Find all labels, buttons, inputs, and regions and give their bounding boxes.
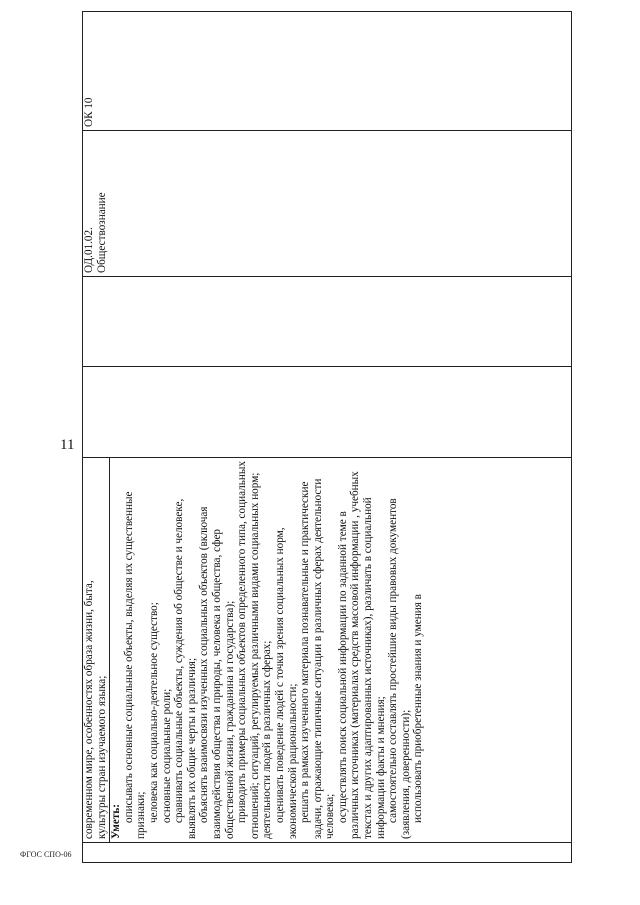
skill-item: приводить примеры социальных объектов определенного типа, социальных отношений; ситуаций, регулируемых различными видами социальных норм; деятельности людей в различных сферах; bbox=[236, 461, 274, 839]
discipline-name: Обществознание bbox=[95, 192, 108, 273]
empty-cell bbox=[83, 277, 572, 367]
empty-cell bbox=[83, 367, 572, 458]
skills-header: Уметь: bbox=[110, 803, 123, 839]
skill-item: описывать основные социальные объекты, выделяя их существенные признаки; bbox=[122, 491, 148, 839]
skill-item: самостоятельно составлять простейшие виды правовых документов (заявления, доверенности); bbox=[387, 498, 412, 839]
competence-cell bbox=[83, 12, 572, 131]
skill-item: решать в рамках изученного материала познавательные и практические задачи, отражающие типичные ситуации в различных сферах деятельности человека; bbox=[299, 478, 337, 839]
requirements-cell bbox=[83, 458, 572, 843]
competence-code: ОК 10 bbox=[83, 97, 95, 127]
skill-item: основные социальные роли; bbox=[160, 688, 173, 823]
skill-item: осуществлять поиск социальной информации по заданной теме в различных источниках (материалах средств массовой информации , учебных текстах и других адаптированных источниках), различать в социальной информации факты и мнения; bbox=[336, 471, 387, 839]
skill-item: объяснять взаимосвязи изученных социальных объектов (включая взаимодействия общества и природы, человека и общества, сфер общественной жизни, гражданина и государства); bbox=[198, 506, 236, 839]
footer-code: ФГОС СПО-06 bbox=[20, 850, 72, 859]
intro-line-2: культуры стран изучаемого языка; bbox=[95, 675, 108, 839]
table-row bbox=[83, 12, 572, 863]
discipline-code: ОД.01.02. bbox=[83, 227, 95, 273]
skill-item: сравнивать социальные объекты, суждения об обществе и человеке, выявлять их общие черты и различия; bbox=[173, 498, 198, 839]
intro-line-1: современном мире, особенностях образа жизни, быта, bbox=[83, 580, 95, 839]
page-number: 11 bbox=[60, 437, 75, 453]
skill-item: оценивать поведение людей с точки зрения социальных норм, экономической рациональности; bbox=[273, 527, 299, 839]
curriculum-table bbox=[82, 11, 572, 863]
index-cell bbox=[83, 843, 572, 863]
discipline-cell bbox=[83, 131, 572, 277]
skill-item: использовать приобретенные знания и умения в bbox=[412, 594, 425, 823]
rotated-table-container bbox=[82, 12, 572, 863]
skill-item: человека как социально-деятельное существо; bbox=[147, 602, 160, 823]
